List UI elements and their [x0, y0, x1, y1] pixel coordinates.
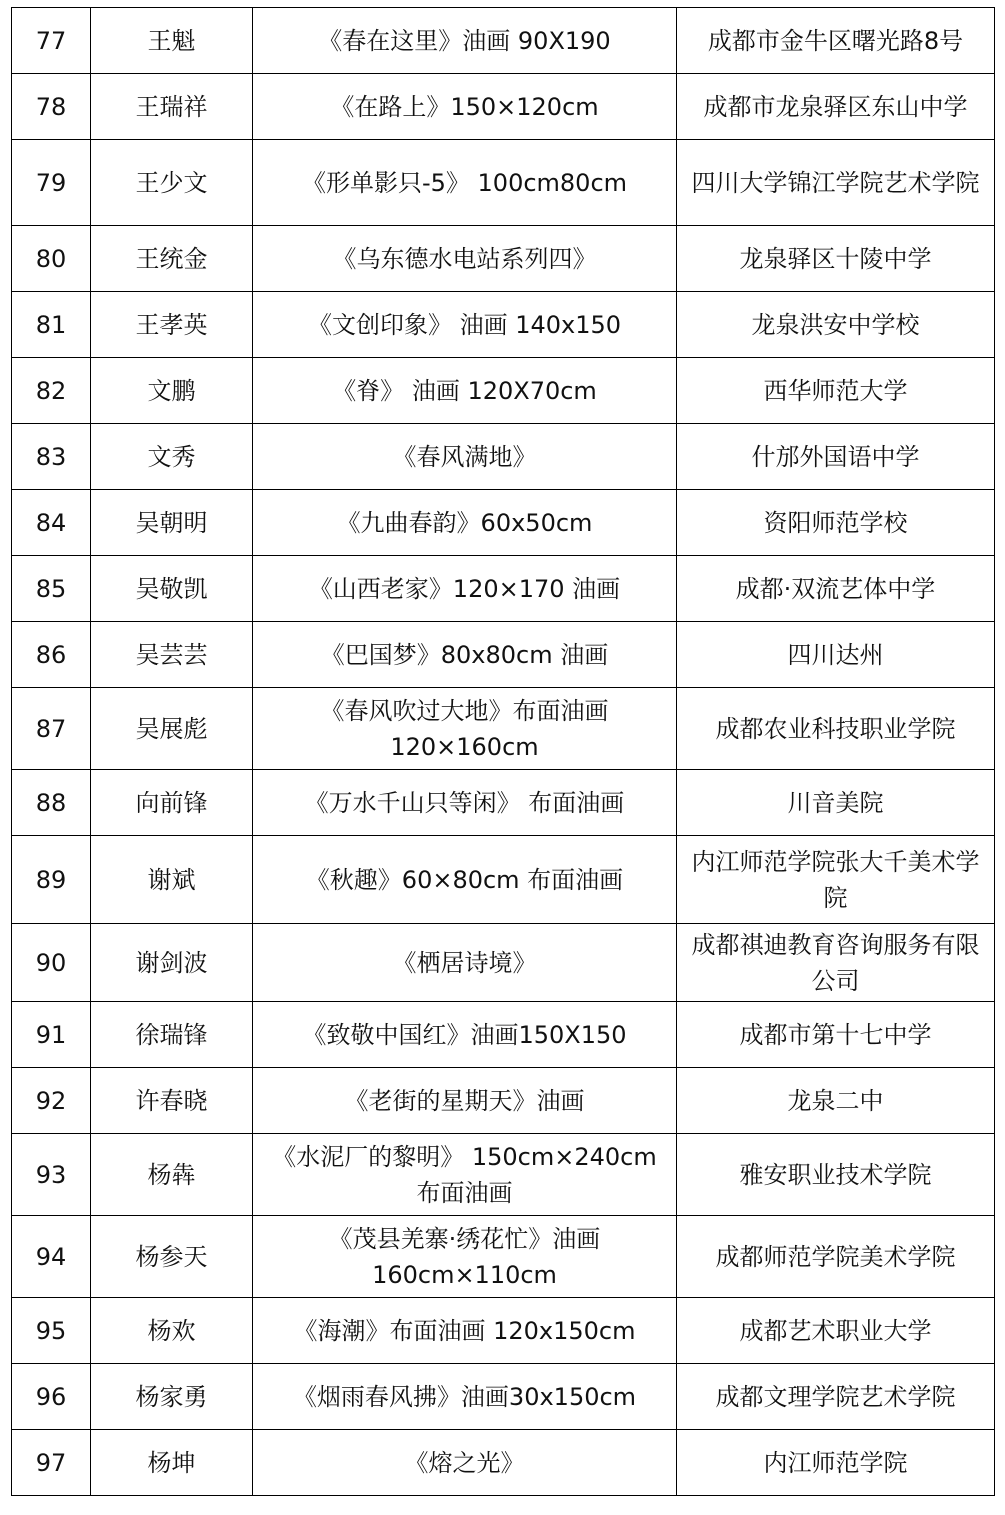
affiliation: 成都市第十七中学 — [677, 1002, 995, 1068]
table-row — [12, 1430, 995, 1496]
affiliation: 四川达州 — [677, 622, 995, 688]
row-number: 84 — [12, 490, 91, 556]
artist-name: 杨欢 — [91, 1298, 253, 1364]
artwork-title: 《海潮》布面油画 120x150cm — [253, 1298, 677, 1364]
artwork-title: 《乌东德水电站系列四》 — [253, 226, 677, 292]
artist-name: 杨参天 — [91, 1216, 253, 1298]
row-number: 88 — [12, 770, 91, 836]
table-row — [12, 622, 995, 688]
row-number: 82 — [12, 358, 91, 424]
artist-name: 向前锋 — [91, 770, 253, 836]
table-row — [12, 1002, 995, 1068]
table-row — [12, 1134, 995, 1216]
artwork-title: 《栖居诗境》 — [253, 924, 677, 1002]
artist-name: 文秀 — [91, 424, 253, 490]
row-number: 93 — [12, 1134, 91, 1216]
affiliation: 成都农业科技职业学院 — [677, 688, 995, 770]
artist-name: 徐瑞锋 — [91, 1002, 253, 1068]
affiliation: 什邡外国语中学 — [677, 424, 995, 490]
table-row — [12, 770, 995, 836]
affiliation: 成都师范学院美术学院 — [677, 1216, 995, 1298]
row-number: 97 — [12, 1430, 91, 1496]
row-number: 90 — [12, 924, 91, 1002]
artwork-title: 《熔之光》 — [253, 1430, 677, 1496]
artist-name: 吴敬凯 — [91, 556, 253, 622]
affiliation: 内江师范学院 — [677, 1430, 995, 1496]
row-number: 81 — [12, 292, 91, 358]
table-row — [12, 1298, 995, 1364]
artist-name: 王统金 — [91, 226, 253, 292]
artwork-title: 《秋趣》60×80cm 布面油画 — [253, 836, 677, 924]
row-number: 83 — [12, 424, 91, 490]
artist-name: 王少文 — [91, 140, 253, 226]
affiliation: 成都·双流艺体中学 — [677, 556, 995, 622]
affiliation: 川音美院 — [677, 770, 995, 836]
artist-name: 王瑞祥 — [91, 74, 253, 140]
row-number: 86 — [12, 622, 91, 688]
row-number: 87 — [12, 688, 91, 770]
affiliation: 成都市金牛区曙光路8号 — [677, 8, 995, 74]
row-number: 85 — [12, 556, 91, 622]
artwork-title: 《巴国梦》80x80cm 油画 — [253, 622, 677, 688]
artwork-title: 《春在这里》油画 90X190 — [253, 8, 677, 74]
affiliation: 西华师范大学 — [677, 358, 995, 424]
artist-name: 谢斌 — [91, 836, 253, 924]
table-row — [12, 688, 995, 770]
table-row — [12, 490, 995, 556]
artwork-title: 《春风满地》 — [253, 424, 677, 490]
artwork-title: 《山西老家》120×170 油画 — [253, 556, 677, 622]
artist-name: 杨犇 — [91, 1134, 253, 1216]
row-number: 92 — [12, 1068, 91, 1134]
artwork-title: 《烟雨春风拂》油画30x150cm — [253, 1364, 677, 1430]
row-number: 77 — [12, 8, 91, 74]
artwork-title: 《脊》 油画 120X70cm — [253, 358, 677, 424]
artist-name: 杨家勇 — [91, 1364, 253, 1430]
artwork-title: 《茂县羌寨·绣花忙》油画 160cm×110cm — [253, 1216, 677, 1298]
table-row — [12, 8, 995, 74]
affiliation: 龙泉驿区十陵中学 — [677, 226, 995, 292]
artist-roster-table — [11, 7, 995, 1496]
table-row — [12, 292, 995, 358]
table-row — [12, 924, 995, 1002]
affiliation: 四川大学锦江学院艺术学院 — [677, 140, 995, 226]
artist-name: 吴芸芸 — [91, 622, 253, 688]
artwork-title: 《九曲春韵》60x50cm — [253, 490, 677, 556]
affiliation: 内江师范学院张大千美术学院 — [677, 836, 995, 924]
row-number: 89 — [12, 836, 91, 924]
artwork-title: 《万水千山只等闲》 布面油画 — [253, 770, 677, 836]
row-number: 78 — [12, 74, 91, 140]
artist-name: 吴朝明 — [91, 490, 253, 556]
table-row — [12, 140, 995, 226]
artwork-title: 《文创印象》 油画 140x150 — [253, 292, 677, 358]
table-body — [12, 8, 995, 1496]
artist-name: 吴展彪 — [91, 688, 253, 770]
table-row — [12, 74, 995, 140]
affiliation: 资阳师范学校 — [677, 490, 995, 556]
table-row — [12, 358, 995, 424]
table-row — [12, 1068, 995, 1134]
table-row — [12, 424, 995, 490]
affiliation: 成都文理学院艺术学院 — [677, 1364, 995, 1430]
table-row — [12, 1216, 995, 1298]
artist-name: 杨坤 — [91, 1430, 253, 1496]
artist-name: 许春晓 — [91, 1068, 253, 1134]
artwork-title: 《致敬中国红》油画150X150 — [253, 1002, 677, 1068]
row-number: 95 — [12, 1298, 91, 1364]
artwork-title: 《水泥厂的黎明》 150cm×240cm 布面油画 — [253, 1134, 677, 1216]
row-number: 91 — [12, 1002, 91, 1068]
artist-name: 王魁 — [91, 8, 253, 74]
row-number: 80 — [12, 226, 91, 292]
artwork-title: 《老街的星期天》油画 — [253, 1068, 677, 1134]
row-number: 79 — [12, 140, 91, 226]
table-row — [12, 836, 995, 924]
affiliation: 雅安职业技术学院 — [677, 1134, 995, 1216]
affiliation: 成都艺术职业大学 — [677, 1298, 995, 1364]
row-number: 94 — [12, 1216, 91, 1298]
table-row — [12, 226, 995, 292]
table-row — [12, 556, 995, 622]
artwork-title: 《在路上》150×120cm — [253, 74, 677, 140]
affiliation: 成都市龙泉驿区东山中学 — [677, 74, 995, 140]
artist-name: 谢剑波 — [91, 924, 253, 1002]
table-row — [12, 1364, 995, 1430]
affiliation: 成都祺迪教育咨询服务有限公司 — [677, 924, 995, 1002]
artwork-title: 《春风吹过大地》布面油画 120×160cm — [253, 688, 677, 770]
artist-name: 王孝英 — [91, 292, 253, 358]
artist-name: 文鹏 — [91, 358, 253, 424]
affiliation: 龙泉二中 — [677, 1068, 995, 1134]
row-number: 96 — [12, 1364, 91, 1430]
artwork-title: 《形单影只-5》 100cm80cm — [253, 140, 677, 226]
affiliation: 龙泉洪安中学校 — [677, 292, 995, 358]
